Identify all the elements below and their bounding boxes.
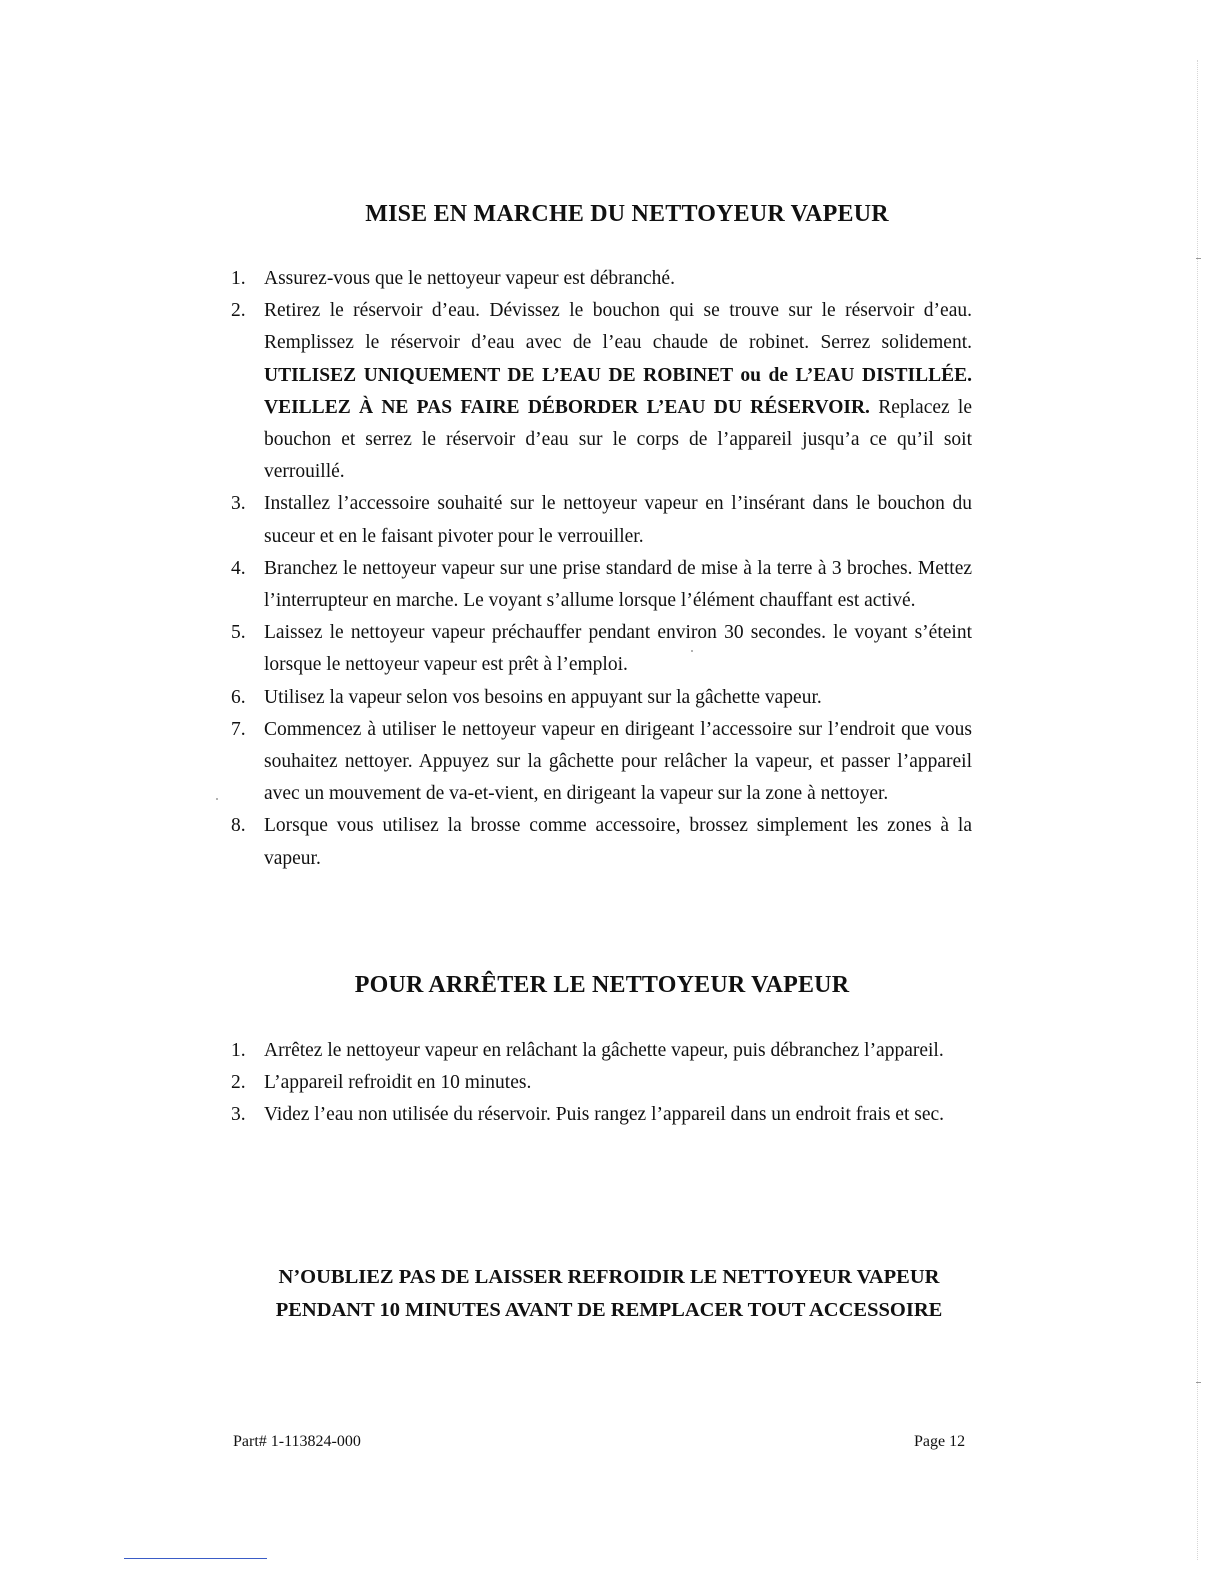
step-text: Laissez le nettoyeur vapeur préchauffer pendant environ 30 secondes. le voyant s’éteint lorsque le nettoyeur vapeur est prêt à l’emploi.: [264, 622, 972, 676]
list-item: [231, 682, 972, 714]
step-number: 3.: [231, 1104, 246, 1126]
list-item: [231, 488, 972, 552]
list-item: [231, 1099, 972, 1131]
step-text: Commencez à utiliser le nettoyeur vapeur en dirigeant l’accessoire sur l’endroit que vous souhaitez nettoyer. Appuyez sur la gâchette pour relâcher la vapeur, et passer l’appareil avec un mouvement de va-et-vient, en dirigeant la vapeur sur la zone à nettoyer.: [264, 718, 972, 805]
list-item: [231, 1067, 972, 1099]
step-number: 4.: [231, 557, 246, 579]
step-number: 6.: [231, 686, 246, 708]
closing-warning: [0, 1261, 1221, 1327]
scan-edge-marks: [1197, 60, 1202, 1560]
list-item: [231, 617, 972, 681]
scan-mark: [1196, 258, 1201, 259]
section-title-stop: POUR ARRÊTER LE NETTOYEUR VAPEUR: [354, 972, 850, 998]
step-number: 7.: [231, 718, 246, 740]
step-text: Installez l’accessoire souhaité sur le nettoyeur vapeur en l’insérant dans le bouchon du suceur et en le faisant pivoter pour le verrouiller.: [264, 493, 972, 547]
page-number: Page 12: [914, 1433, 966, 1450]
step-text: L’appareil refroidit en 10 minutes.: [264, 1072, 532, 1094]
start-steps-list: [231, 263, 972, 875]
step-text: Utilisez la vapeur selon vos besoins en appuyant sur la gâchette vapeur.: [264, 686, 822, 708]
part-number: Part# 1-113824-000: [233, 1433, 361, 1450]
step-warning: UTILISEZ UNIQUEMENT DE L’EAU DE ROBINET ou de L’EAU DISTILLÉE. VEILLEZ À NE PAS FAIRE DÉBORDER L’EAU DU RÉSERVOIR.: [264, 364, 972, 418]
step-text: [264, 300, 972, 482]
stop-steps-list: [231, 1035, 972, 1132]
step-number: 3.: [231, 493, 246, 515]
step-number: 1.: [231, 268, 246, 289]
list-item: [231, 553, 972, 617]
list-item: [231, 810, 972, 874]
step-number: 1.: [231, 1040, 246, 1061]
step-number: 5.: [231, 622, 246, 644]
step-text: Videz l’eau non utilisée du réservoir. Puis rangez l’appareil dans un endroit frais et sec.: [264, 1104, 945, 1126]
scan-bottom-line: [124, 1558, 267, 1559]
list-item: [231, 263, 972, 295]
step-text: Arrêtez le nettoyeur vapeur en relâchant la gâchette vapeur, puis débranchez l’appareil.: [264, 1040, 944, 1061]
closing-warning-line: N’OUBLIEZ PAS DE LAISSER REFROIDIR LE NETTOYEUR VAPEUR: [278, 1266, 940, 1288]
step-text: Branchez le nettoyeur vapeur sur une prise standard de mise à la terre à 3 broches. Mettez l’interrupteur en marche. Le voyant s’allume lorsque l’élément chauffant est activé.: [264, 557, 972, 612]
list-item: [231, 295, 972, 488]
list-item: [231, 1035, 972, 1067]
step-text: Assurez-vous que le nettoyeur vapeur est débranché.: [264, 268, 675, 289]
step-text: Lorsque vous utilisez la brosse comme accessoire, brossez simplement les zones à la vapeur.: [264, 815, 972, 869]
step-number: 2.: [231, 300, 246, 322]
step-text-part: Replacez le bouchon et serrez le réservoir d’eau sur le corps de l’appareil jusqu’a ce qu’il soit verrouillé.: [264, 396, 972, 483]
scan-dot: [691, 650, 693, 652]
step-number: 2.: [231, 1072, 246, 1094]
closing-warning-line: PENDANT 10 MINUTES AVANT DE REMPLACER TOUT ACCESSOIRE: [275, 1299, 943, 1321]
scan-mark: [1196, 1382, 1201, 1383]
step-text-part: Retirez le réservoir d’eau. Dévissez le bouchon qui se trouve sur le réservoir d’eau. Remplissez le réservoir d’eau avec de l’eau chaude de robinet. Serrez solidement.: [264, 300, 972, 354]
section-title-start: MISE EN MARCHE DU NETTOYEUR VAPEUR: [365, 201, 889, 227]
step-number: 8.: [231, 815, 246, 837]
scan-dot: [216, 798, 218, 800]
list-item: [231, 714, 972, 811]
